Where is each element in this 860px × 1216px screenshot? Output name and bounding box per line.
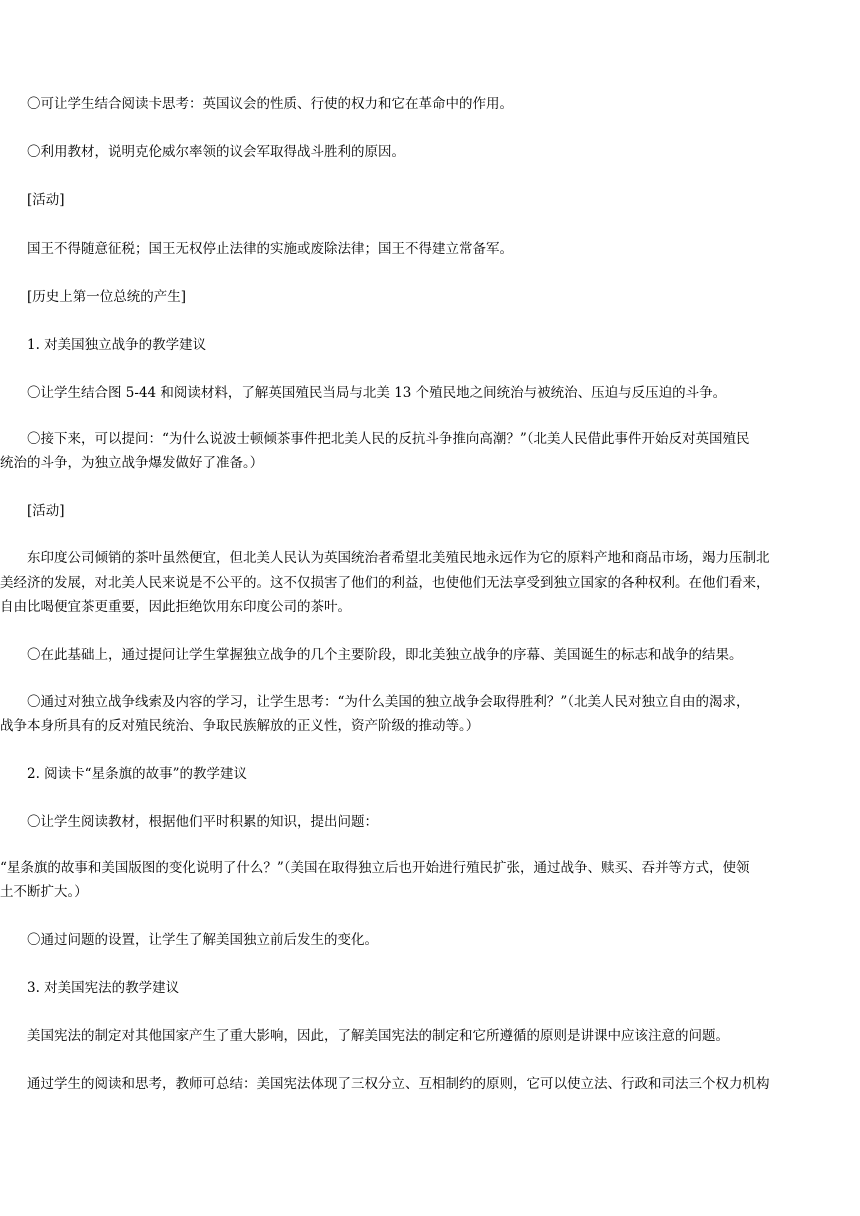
subheading-independence-war: 1. 对美国独立战争的教学建议: [27, 337, 207, 353]
paragraph-changes: 〇通过问题的设置，让学生了解美国独立前后发生的变化。: [27, 932, 378, 948]
subheading-star-spangled-banner: 2. 阅读卡“星条旗的故事”的教学建议: [27, 766, 247, 782]
subheading-constitution: 3. 对美国宪法的教学建议: [27, 980, 180, 996]
paragraph-tea-line1: 东印度公司倾销的茶叶虽然便宜，但北美人民认为英国统治者希望北美殖民地永远作为它的原料产地和商品市场，竭力压制北: [27, 550, 770, 566]
paragraph-boston-tea-party-line2: 统治的斗争，为独立战争爆发做好了准备。）: [0, 455, 264, 471]
paragraph-tea-line2: 美经济的发展，对北美人民来说是不公平的。这不仅损害了他们的利益，也使他们无法享受到独立国家的各种权利。在他们看来，: [0, 575, 770, 591]
paragraph-constitution-influence: 美国宪法的制定对其他国家产生了重大影响，因此，了解美国宪法的制定和它所遵循的原则是讲课中应该注意的问题。: [27, 1028, 729, 1044]
paragraph-war-stages: 〇在此基础上，通过提问让学生掌握独立战争的几个主要阶段，即北美独立战争的序幕、美国诞生的标志和战争的结果。: [27, 647, 743, 663]
section-heading-first-president: [历史上第一位总统的产生]: [27, 289, 187, 305]
paragraph-flag-question-line2: 土不断扩大。）: [0, 884, 88, 900]
paragraph-reading-card-question: 〇可让学生结合阅读卡思考：英国议会的性质、行使的权力和它在革命中的作用。: [27, 96, 513, 112]
paragraph-why-victory-line1: 〇通过对独立战争线索及内容的学习，让学生思考：“为什么美国的独立战争会取得胜利？”（北美人民对独立自由的渴求，: [27, 694, 750, 710]
paragraph-flag-question-line1: “星条旗的故事和美国版图的变化说明了什么？”（美国在取得独立后也开始进行殖民扩张，通过战争、赎买、吞并等方式，使领: [0, 860, 750, 876]
paragraph-why-victory-line2: 战争本身所具有的反对殖民统治、争取民族解放的正义性，资产阶级的推动等。）: [0, 718, 480, 734]
paragraph-ask-questions: 〇让学生阅读教材，根据他们平时积累的知识，提出问题：: [27, 814, 378, 830]
activity-heading: [活动]: [27, 503, 65, 519]
paragraph-tea-line3: 自由比喝便宜茶更重要，因此拒绝饮用东印度公司的茶叶。: [0, 599, 351, 615]
paragraph-colonial-struggle: 〇让学生结合图 5-44 和阅读材料，了解英国殖民当局与北美 13 个殖民地之间统治与被统治、压迫与反压迫的斗争。: [27, 385, 727, 401]
activity-heading: [活动]: [27, 192, 65, 208]
paragraph-boston-tea-party-line1: 〇接下来，可以提问：“为什么说波士顿倾茶事件把北美人民的反抗斗争推向高潮？”（北美人民借此事件开始反对英国殖民: [27, 431, 750, 447]
paragraph-cromwell-question: 〇利用教材，说明克伦威尔率领的议会军取得战斗胜利的原因。: [27, 144, 405, 160]
paragraph-constitution-summary: 通过学生的阅读和思考，教师可总结：美国宪法体现了三权分立、互相制约的原则，它可以使立法、行政和司法三个权力机构: [27, 1076, 770, 1092]
paragraph-king-restrictions: 国王不得随意征税；国王无权停止法律的实施或废除法律；国王不得建立常备军。: [27, 241, 513, 257]
